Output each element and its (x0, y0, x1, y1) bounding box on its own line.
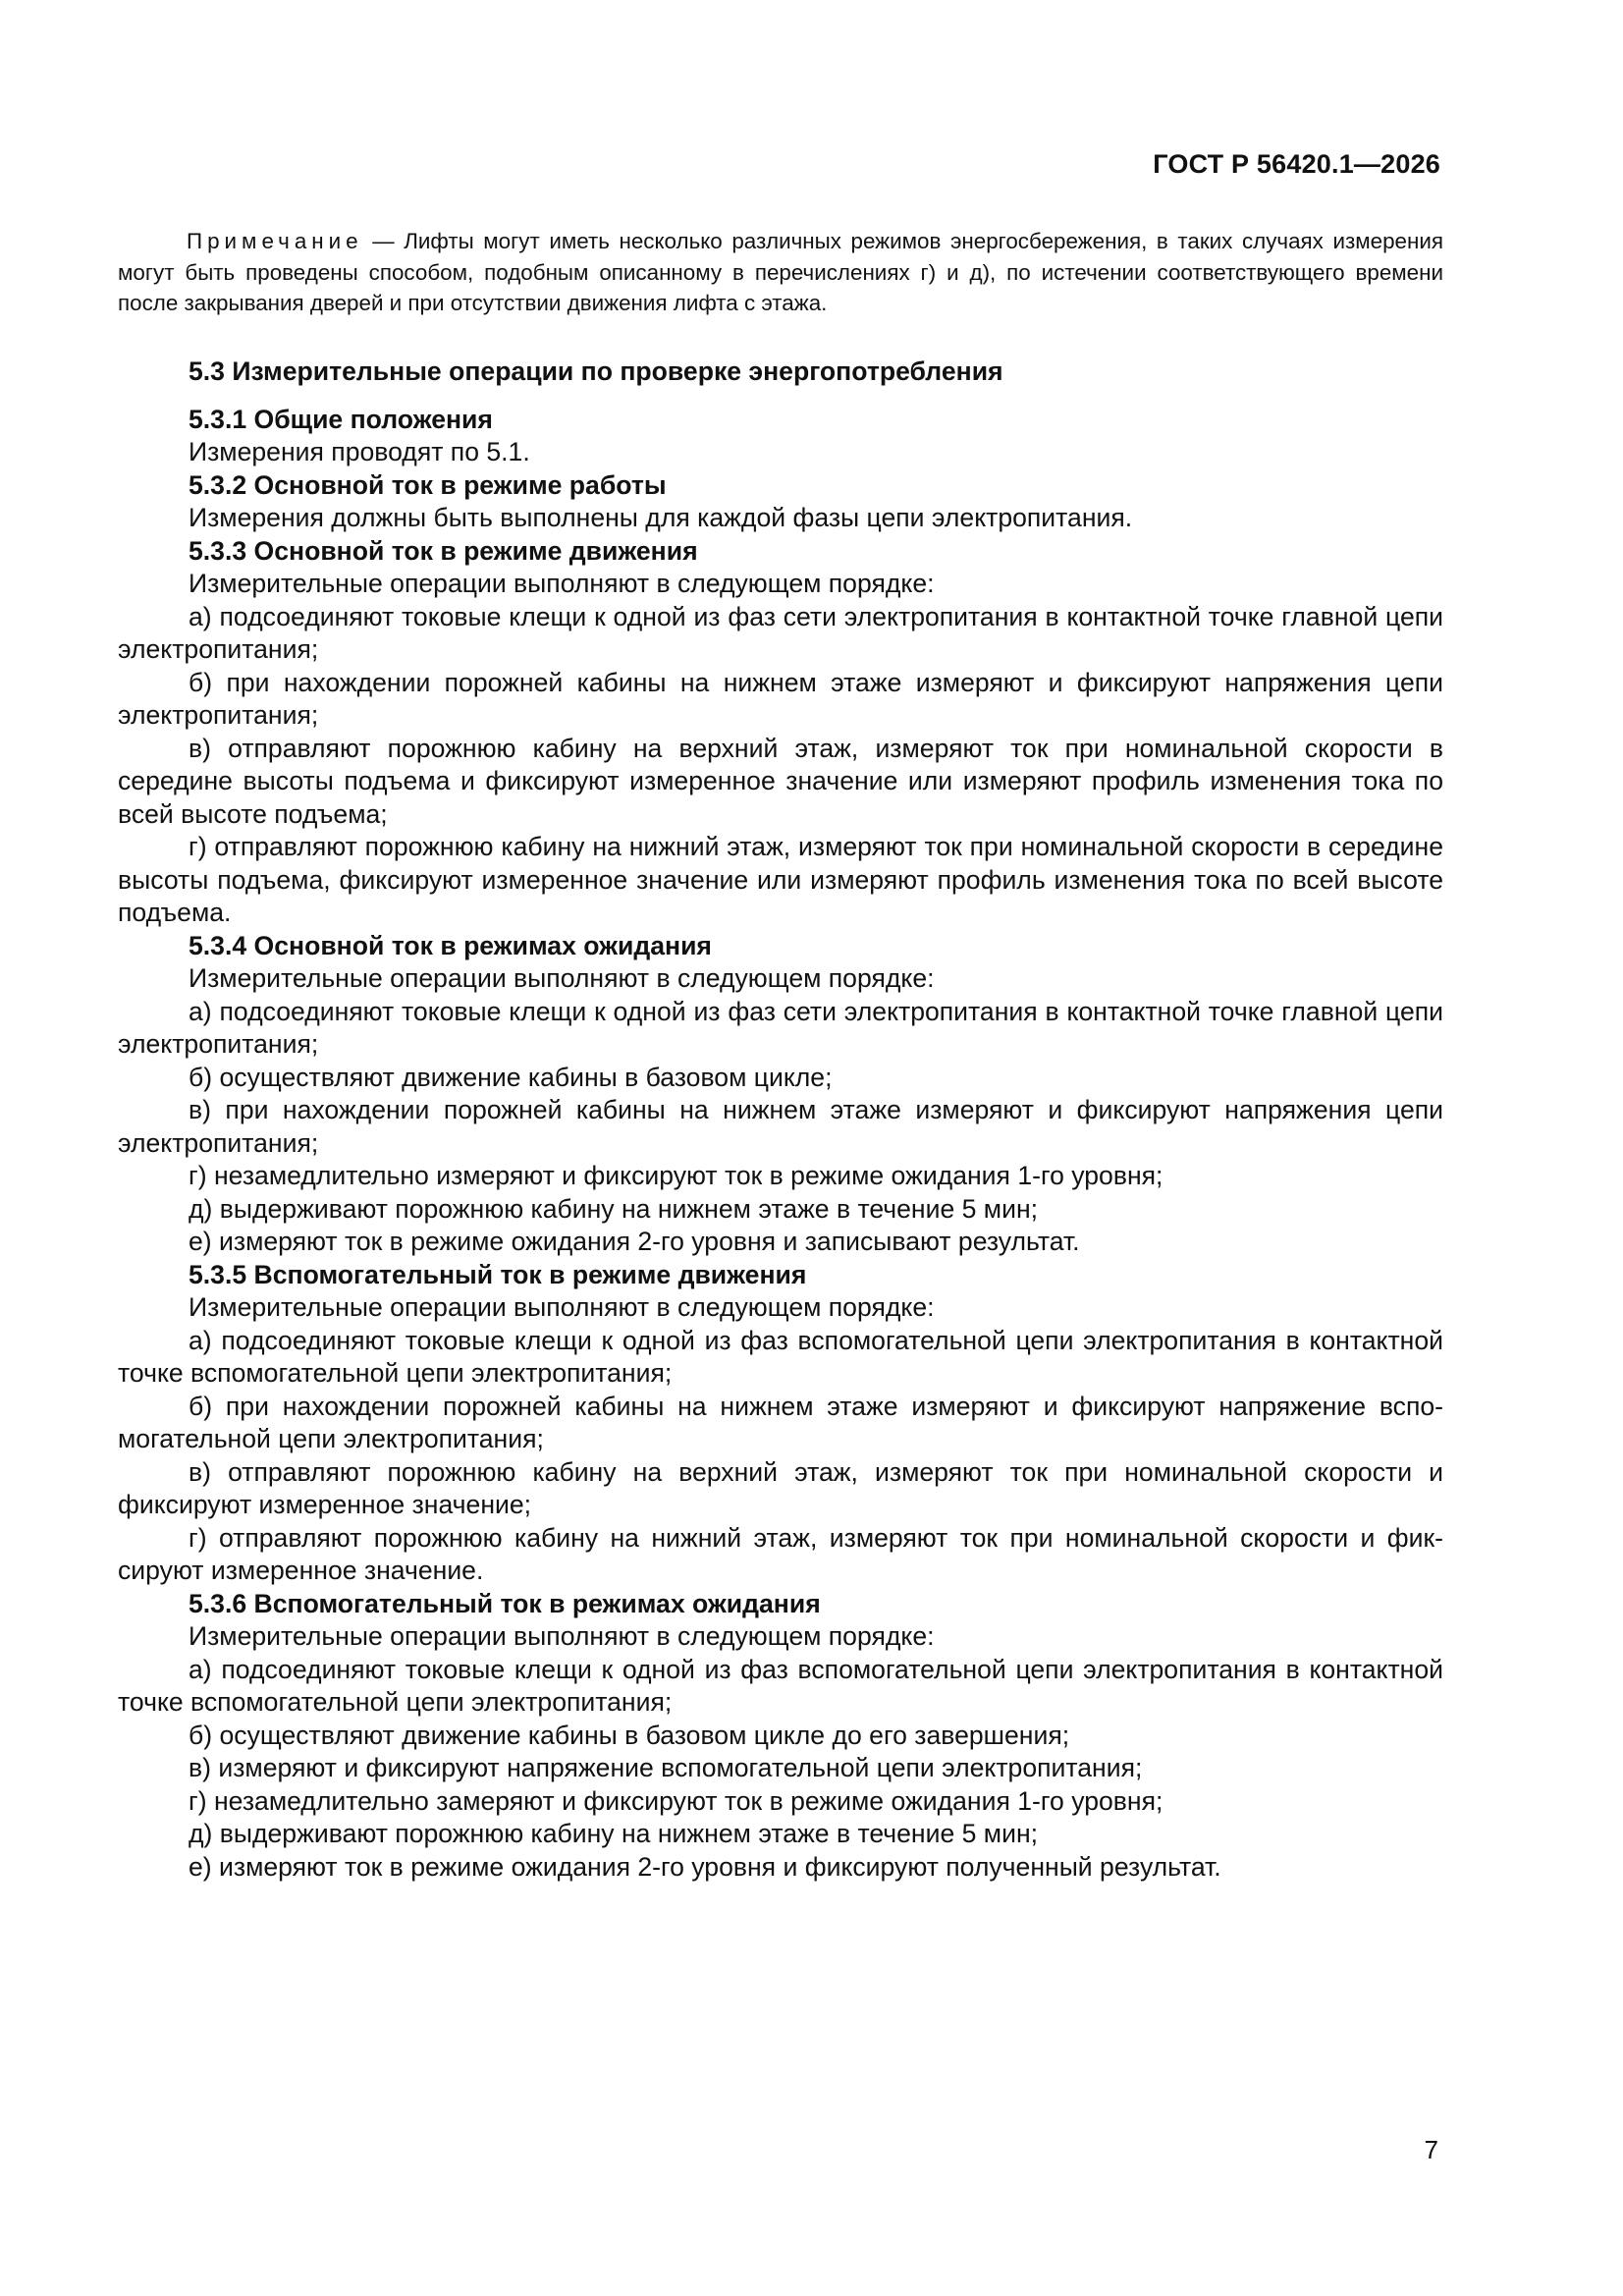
note-label: Примечание (187, 229, 363, 253)
list-item: в) отправляют порожнюю кабину на верхний этаж, измеряют ток при номинальной скорости в середине высоты подъема и фиксируют измеренное значение или измеряют профиль изменения тока по всей высоте подъема; (118, 733, 1443, 829)
list-item: а) подсоединяют токовые клещи к одной из фаз вспомогательной цепи электропитания в контактной точке вспомогательной цепи электропитания; (118, 1654, 1443, 1717)
list-item: е) измеряют ток в режиме ожидания 2-го уровня и фиксируют полученный результат. (189, 1851, 1221, 1882)
subsection-title-5-3-4: 5.3.4 Основной ток в режимах ожидания (189, 930, 712, 960)
list-item: в) при нахождении порожней кабины на нижнем этаже измеряют и фиксируют напряжения цепи электропитания; (118, 1095, 1443, 1158)
document-code: ГОСТ Р 56420.1—2026 (1153, 149, 1440, 179)
list-item: в) отправляют порожнюю кабину на верхний этаж, измеряют ток при номинальной скорости и фиксируют измеренное значение; (118, 1456, 1443, 1519)
paragraph: Измерительные операции выполняют в следующем порядке: (189, 1621, 935, 1651)
list-item: д) выдерживают порожнюю кабину на нижнем этаже в течение 5 мин; (189, 1819, 1039, 1848)
paragraph: Измерения проводят по 5.1. (189, 437, 530, 466)
list-item: б) осуществляют движение кабины в базовом цикле до его завершения; (189, 1720, 1070, 1750)
list-item: а) подсоединяют токовые клещи к одной из фаз вспомогательной цепи электропитания в контактной точке вспомогательной цепи электропитания; (118, 1325, 1443, 1388)
subsection-title-5-3-2: 5.3.2 Основной ток в режиме работы (189, 469, 667, 500)
list-item: е) измеряют ток в режиме ожидания 2-го уровня и записывают результат. (189, 1227, 1080, 1256)
subsection-title-5-3-6: 5.3.6 Вспомогательный ток в режимах ожидания (189, 1588, 821, 1618)
list-item: б) при нахождении порожней кабины на нижнем этаже измеряют и фиксируют напряжения цепи электропитания; (118, 667, 1443, 730)
list-item: г) незамедлительно измеряют и фиксируют ток в режиме ожидания 1-го уровня; (189, 1161, 1163, 1190)
list-item: б) осуществляют движение кабины в базовом цикле; (189, 1062, 833, 1092)
paragraph: Измерения должны быть выполнены для каждой фазы цепи электропитания. (189, 503, 1133, 532)
list-item: г) отправляют порожнюю кабину на нижний этаж, измеряют ток при номинальной скорости в середине высоты подъема, фиксируют измеренное значение или измеряют профиль изменения тока по всей высоте подъема. (118, 832, 1443, 927)
paragraph: Измерительные операции выполняют в следующем порядке: (189, 963, 935, 993)
list-item: б) при нахождении порожней кабины на нижнем этаже измеряют и фиксируют напряжение вспомогательной цепи электропитания; (118, 1391, 1443, 1453)
note-paragraph (118, 226, 1443, 319)
note-text: — Лифты могут иметь несколько различных режимов энергосбережения, в таких случаях измерения могут быть проведены способом, подобным описанному в перечислениях г) и д), по истечении соответствующего времени после закрывания дверей и при отсутствии движения лифта с этажа. (118, 229, 1443, 315)
list-item: г) незамедлительно замеряют и фиксируют ток в режиме ожидания 1-го уровня; (189, 1785, 1163, 1816)
list-item: а) подсоединяют токовые клещи к одной из фаз сети электропитания в контактной точке главной цепи электропитания; (118, 996, 1443, 1059)
list-item: г) отправляют порожнюю кабину на нижний этаж, измеряют ток при номинальной скорости и фиксируют измеренное значение. (118, 1522, 1443, 1585)
subsection-title-5-3-3: 5.3.3 Основной ток в режиме движения (189, 535, 698, 566)
main-content (118, 355, 1443, 1884)
list-item: д) выдерживают порожнюю кабину на нижнем этаже в течение 5 мин; (189, 1193, 1039, 1224)
list-item: в) измеряют и фиксируют напряжение вспомогательной цепи электропитания; (189, 1753, 1143, 1782)
list-item: а) подсоединяют токовые клещи к одной из фаз сети электропитания в контактной точке главной цепи электропитания; (118, 601, 1443, 664)
page-number: 7 (1424, 2135, 1438, 2164)
paragraph: Измерительные операции выполняют в следующем порядке: (189, 569, 935, 598)
section-title: 5.3 Измерительные операции по проверке энергопотребления (189, 356, 1003, 386)
subsection-title-5-3-1: 5.3.1 Общие положения (189, 404, 493, 434)
paragraph: Измерительные операции выполняют в следующем порядке: (189, 1292, 935, 1322)
subsection-title-5-3-5: 5.3.5 Вспомогательный ток в режиме движения (189, 1259, 807, 1289)
